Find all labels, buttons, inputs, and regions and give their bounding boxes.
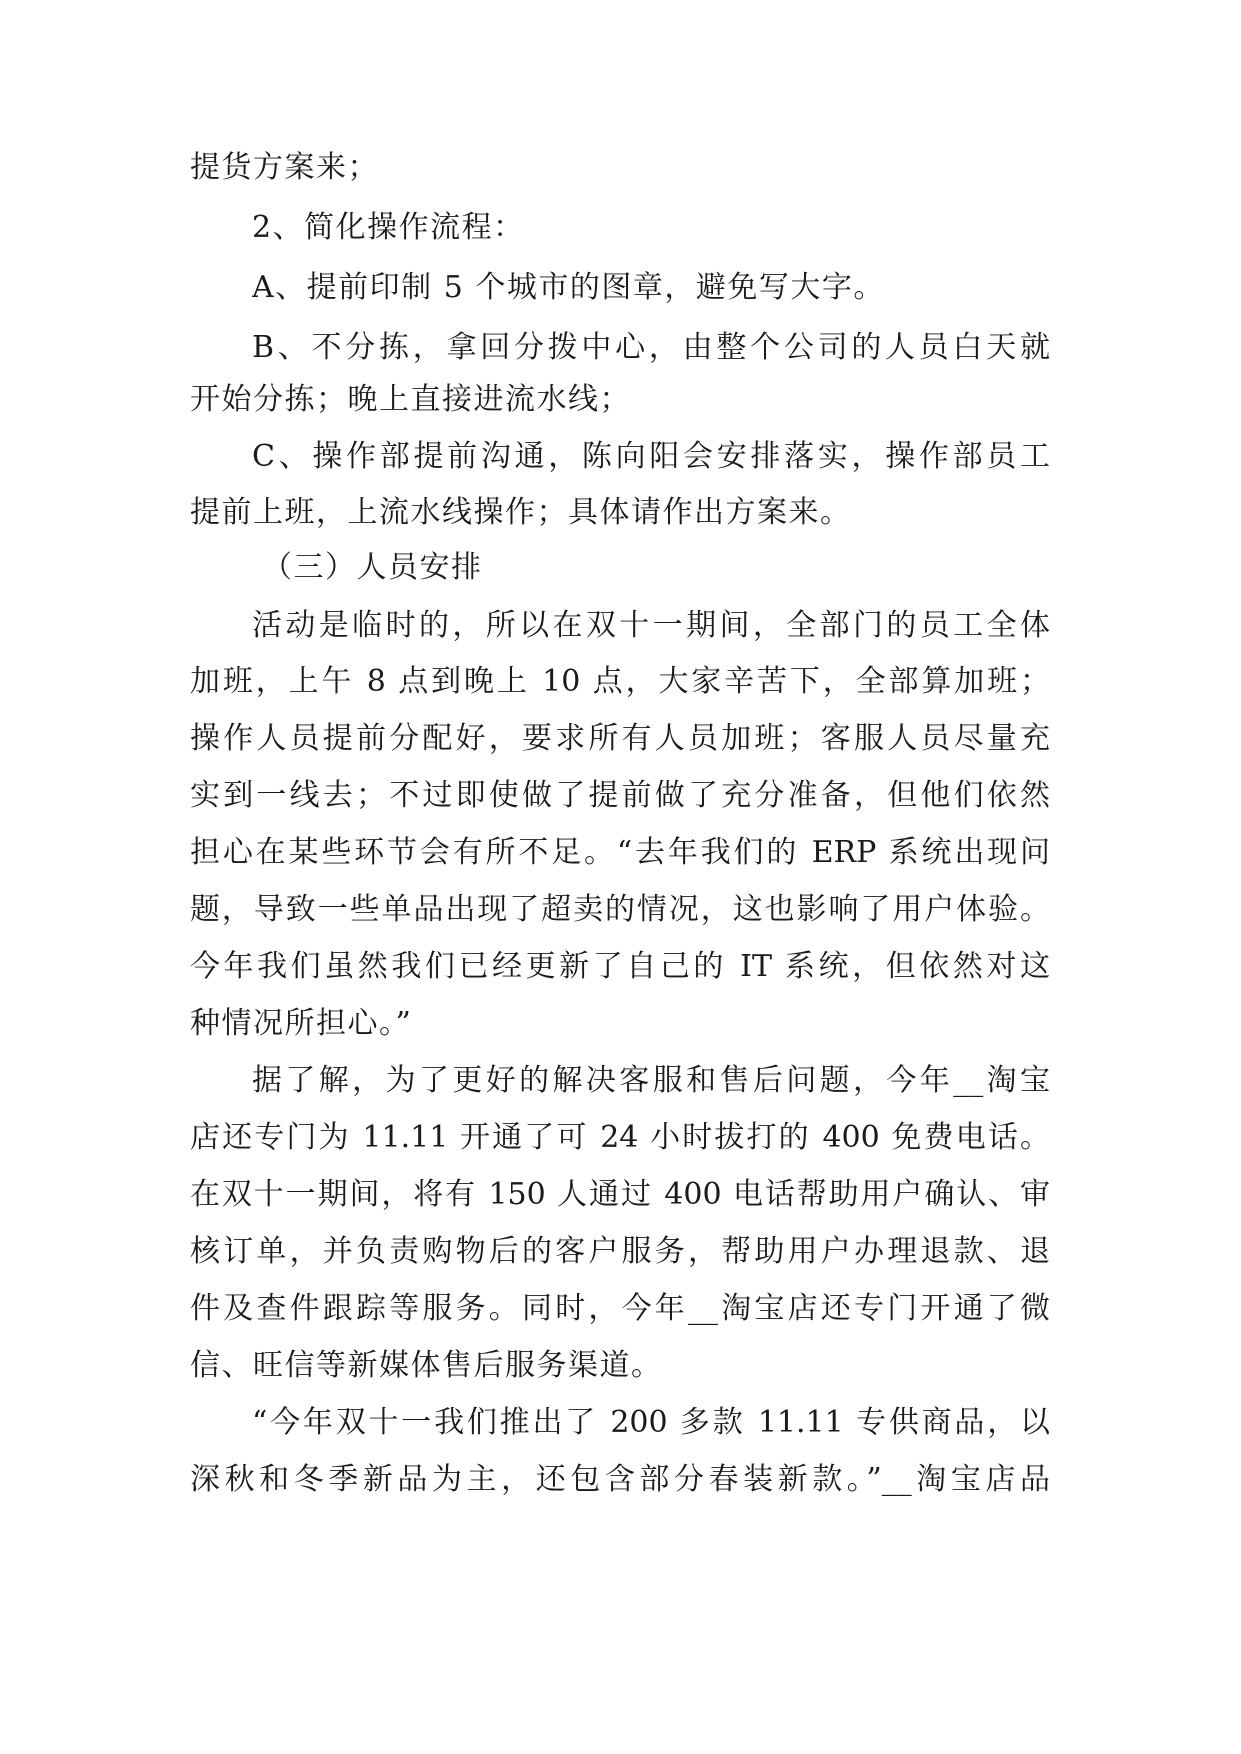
paragraph-line: 种情况所担心。” <box>190 1006 413 1041</box>
paragraph-line: 题，导致一些单品出现了超卖的情况，这也影响了用户体验。 <box>190 892 1050 927</box>
paragraph-line: 在双十一期间，将有 150 人通过 400 电话帮助用户确认、审 <box>190 1177 1050 1212</box>
list-item: A、提前印制 5 个城市的图章，避免写大字。 <box>252 270 885 305</box>
paragraph-line: 活动是临时的，所以在双十一期间，全部门的员工全体 <box>252 608 1050 643</box>
paragraph-line: 据了解，为了更好的解决客服和售后问题，今年__淘宝 <box>252 1063 1050 1098</box>
list-item: B、不分拣，拿回分拨中心，由整个公司的人员白天就 <box>252 330 1050 365</box>
section-heading: （三）人员安排 <box>262 550 483 585</box>
paragraph-line: 核订单，并负责购物后的客户服务，帮助用户办理退款、退 <box>190 1234 1050 1269</box>
list-item: C、操作部提前沟通，陈向阳会安排落实，操作部员工 <box>252 439 1050 474</box>
paragraph-line: 加班，上午 8 点到晚上 10 点，大家辛苦下，全部算加班； <box>190 664 1050 699</box>
paragraph-line: 店还专门为 11.11 开通了可 24 小时拔打的 400 免费电话。 <box>190 1120 1050 1155</box>
paragraph-line: 实到一线去；不过即使做了提前做了充分准备，但他们依然 <box>190 778 1050 813</box>
paragraph-line: 件及查件跟踪等服务。同时，今年__淘宝店还专门开通了微 <box>190 1291 1050 1326</box>
text-line: 提货方案来； <box>190 150 379 185</box>
paragraph-line: 深秋和冬季新品为主，还包含部分春装新款。”__淘宝店品 <box>190 1462 1050 1497</box>
paragraph-line: 担心在某些环节会有所不足。“去年我们的 ERP 系统出现问 <box>190 835 1050 870</box>
paragraph-line: “今年双十一我们推出了 200 多款 11.11 专供商品，以 <box>252 1405 1050 1440</box>
list-heading: 2、简化操作流程： <box>252 210 525 245</box>
paragraph-line: 信、旺信等新媒体售后服务渠道。 <box>190 1348 663 1383</box>
text-line: 提前上班，上流水线操作；具体请作出方案来。 <box>190 495 852 530</box>
paragraph-line: 今年我们虽然我们已经更新了自己的 IT 系统，但依然对这 <box>190 949 1050 984</box>
text-line: 开始分拣；晚上直接进流水线； <box>190 382 631 417</box>
paragraph-line: 操作人员提前分配好，要求所有人员加班；客服人员尽量充 <box>190 721 1050 756</box>
